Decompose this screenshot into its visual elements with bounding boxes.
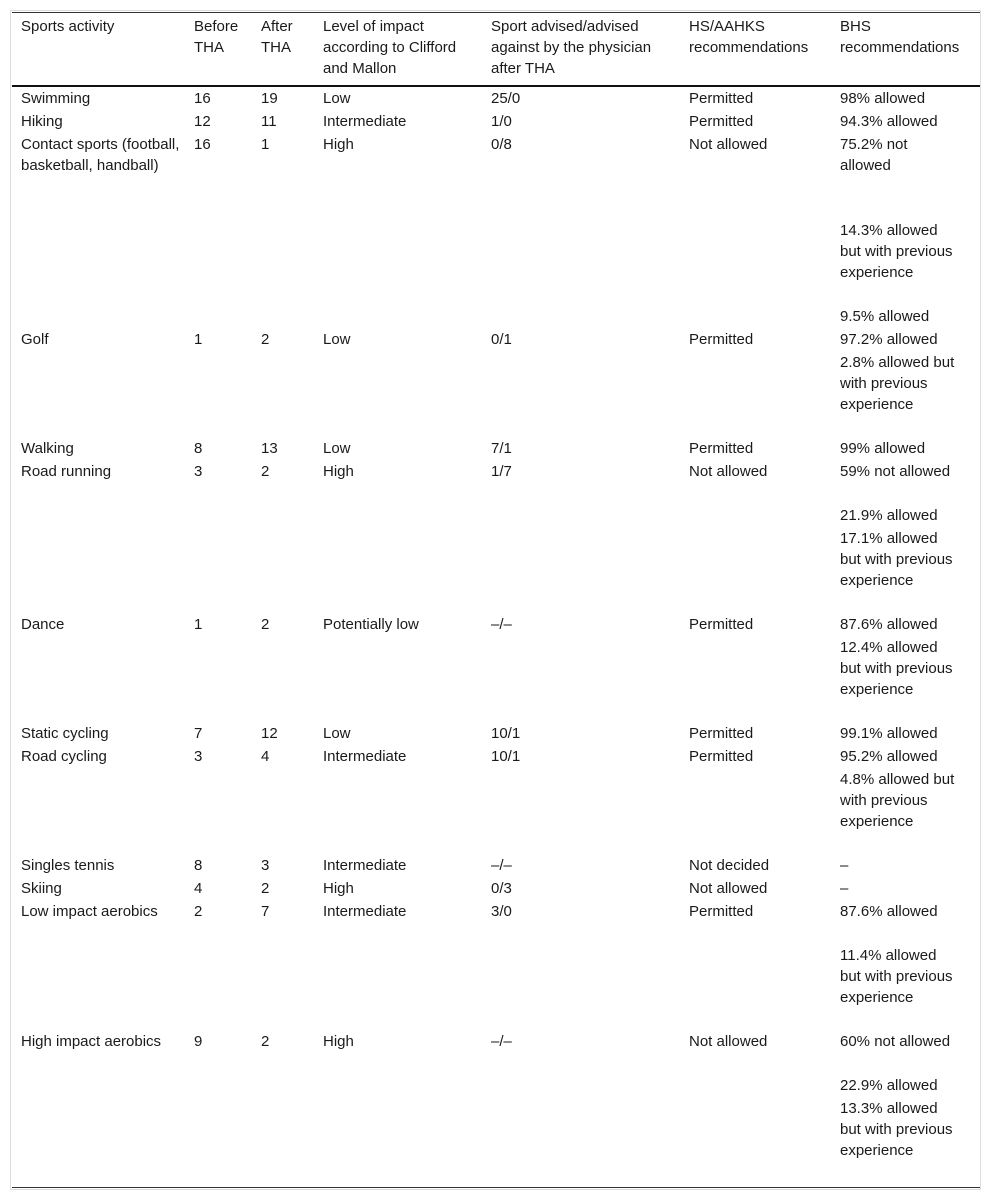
row-hs-aahks: Permitted xyxy=(689,616,754,633)
row-physician-advice: –/– xyxy=(491,857,512,874)
row-bhs-entry: 98% allowed xyxy=(840,90,926,107)
row-bhs-entry: 97.2% allowed xyxy=(840,331,938,348)
row-before-tha: 16 xyxy=(194,136,211,153)
row-impact-level: High xyxy=(323,136,354,153)
row-before-tha: 2 xyxy=(194,903,203,920)
row-before-tha: 7 xyxy=(194,725,203,742)
row-physician-advice: –/– xyxy=(491,1033,512,1050)
row-after-tha: 1 xyxy=(261,136,270,153)
row-hs-aahks: Permitted xyxy=(689,748,754,765)
row-hs-aahks: Permitted xyxy=(689,331,754,348)
row-physician-advice: 0/3 xyxy=(491,880,512,897)
row-impact-level: Low xyxy=(323,90,351,107)
header-sports-activity: Sports activity xyxy=(21,18,115,35)
row-bhs-entry: 95.2% allowed xyxy=(840,748,938,765)
row-after-tha: 11 xyxy=(261,113,277,130)
row-bhs-entry: – xyxy=(840,857,849,874)
row-bhs-entry: 59% not allowed xyxy=(840,463,951,480)
row-impact-level: Intermediate xyxy=(323,113,407,130)
row-before-tha: 4 xyxy=(194,880,203,897)
row-before-tha: 8 xyxy=(194,857,203,874)
row-physician-advice: 3/0 xyxy=(491,903,512,920)
header-before-tha: Before THA xyxy=(194,18,239,56)
row-bhs-entry: 11.4% allowed but with previous experience xyxy=(840,947,953,1006)
row-activity: Low impact aerobics xyxy=(21,903,158,920)
row-after-tha: 3 xyxy=(261,857,270,874)
table-header-rule xyxy=(12,85,980,87)
row-bhs-entry: – xyxy=(840,880,849,897)
row-bhs-entry: 22.9% allowed xyxy=(840,1077,938,1094)
row-bhs-entry: 9.5% allowed xyxy=(840,308,930,325)
row-physician-advice: 25/0 xyxy=(491,90,521,107)
row-activity: Golf xyxy=(21,331,49,348)
row-hs-aahks: Not allowed xyxy=(689,136,768,153)
row-physician-advice: 0/1 xyxy=(491,331,512,348)
table-frame xyxy=(10,10,981,1190)
row-activity: Dance xyxy=(21,616,65,633)
row-physician-advice: 1/7 xyxy=(491,463,512,480)
row-after-tha: 2 xyxy=(261,331,270,348)
row-impact-level: Low xyxy=(323,725,351,742)
row-hs-aahks: Permitted xyxy=(689,440,754,457)
row-activity: Singles tennis xyxy=(21,857,115,874)
row-impact-level: Low xyxy=(323,440,351,457)
row-hs-aahks: Not allowed xyxy=(689,463,768,480)
row-impact-level: High xyxy=(323,463,354,480)
row-before-tha: 8 xyxy=(194,440,203,457)
table-bottom-rule xyxy=(12,1187,980,1188)
row-hs-aahks: Permitted xyxy=(689,90,754,107)
row-impact-level: High xyxy=(323,880,354,897)
row-hs-aahks: Not allowed xyxy=(689,880,768,897)
row-after-tha: 2 xyxy=(261,616,270,633)
row-physician-advice: 1/0 xyxy=(491,113,512,130)
row-after-tha: 7 xyxy=(261,903,270,920)
row-before-tha: 1 xyxy=(194,616,203,633)
row-bhs-entry: 87.6% allowed xyxy=(840,903,938,920)
row-bhs-entry: 2.8% allowed but with previous experience xyxy=(840,354,955,413)
row-after-tha: 12 xyxy=(261,725,278,742)
row-hs-aahks: Permitted xyxy=(689,903,754,920)
header-impact-level: Level of impact according to Clifford and Mallon xyxy=(323,18,457,77)
row-activity: Road running xyxy=(21,463,112,480)
row-bhs-entry: 12.4% allowed but with previous experience xyxy=(840,639,953,698)
row-impact-level: Low xyxy=(323,331,351,348)
row-activity: Contact sports (football, basketball, handball) xyxy=(21,136,180,174)
row-bhs-entry: 4.8% allowed but with previous experience xyxy=(840,771,955,830)
header-bhs: BHS recommendations xyxy=(840,18,960,56)
row-after-tha: 2 xyxy=(261,463,270,480)
header-hs-aahks: HS/AAHKS recommendations xyxy=(689,18,809,56)
row-before-tha: 1 xyxy=(194,331,203,348)
row-bhs-entry: 99.1% allowed xyxy=(840,725,938,742)
row-after-tha: 2 xyxy=(261,1033,270,1050)
row-after-tha: 4 xyxy=(261,748,270,765)
row-before-tha: 3 xyxy=(194,463,203,480)
row-bhs-entry: 94.3% allowed xyxy=(840,113,938,130)
row-before-tha: 16 xyxy=(194,90,211,107)
row-before-tha: 3 xyxy=(194,748,203,765)
row-hs-aahks: Permitted xyxy=(689,725,754,742)
row-bhs-entry: 14.3% allowed but with previous experience xyxy=(840,222,953,281)
row-activity: Skiing xyxy=(21,880,62,897)
row-activity: Swimming xyxy=(21,90,91,107)
row-bhs-entry: 60% not allowed xyxy=(840,1033,951,1050)
row-impact-level: Intermediate xyxy=(323,857,407,874)
row-bhs-entry: 75.2% not allowed xyxy=(840,136,908,174)
row-bhs-entry: 99% allowed xyxy=(840,440,926,457)
row-activity: Road cycling xyxy=(21,748,107,765)
row-impact-level: Intermediate xyxy=(323,748,407,765)
row-after-tha: 13 xyxy=(261,440,278,457)
row-after-tha: 2 xyxy=(261,880,270,897)
row-bhs-entry: 13.3% allowed but with previous experience xyxy=(840,1100,953,1159)
row-physician-advice: 10/1 xyxy=(491,748,521,765)
row-activity: Hiking xyxy=(21,113,63,130)
row-after-tha: 19 xyxy=(261,90,278,107)
row-activity: Walking xyxy=(21,440,74,457)
row-physician-advice: 10/1 xyxy=(491,725,521,742)
row-impact-level: Potentially low xyxy=(323,616,419,633)
row-hs-aahks: Permitted xyxy=(689,113,754,130)
row-hs-aahks: Not allowed xyxy=(689,1033,768,1050)
header-physician-advice: Sport advised/advised against by the physician after THA xyxy=(491,18,652,77)
table-top-rule xyxy=(12,12,980,13)
row-impact-level: Intermediate xyxy=(323,903,407,920)
row-impact-level: High xyxy=(323,1033,354,1050)
row-physician-advice: 0/8 xyxy=(491,136,512,153)
row-hs-aahks: Not decided xyxy=(689,857,770,874)
row-before-tha: 9 xyxy=(194,1033,203,1050)
row-physician-advice: 7/1 xyxy=(491,440,512,457)
row-bhs-entry: 17.1% allowed but with previous experience xyxy=(840,530,953,589)
row-bhs-entry: 21.9% allowed xyxy=(840,507,938,524)
header-after-tha: After THA xyxy=(261,18,293,56)
row-physician-advice: –/– xyxy=(491,616,512,633)
row-bhs-entry: 87.6% allowed xyxy=(840,616,938,633)
row-activity: Static cycling xyxy=(21,725,109,742)
row-before-tha: 12 xyxy=(194,113,211,130)
row-activity: High impact aerobics xyxy=(21,1033,162,1050)
